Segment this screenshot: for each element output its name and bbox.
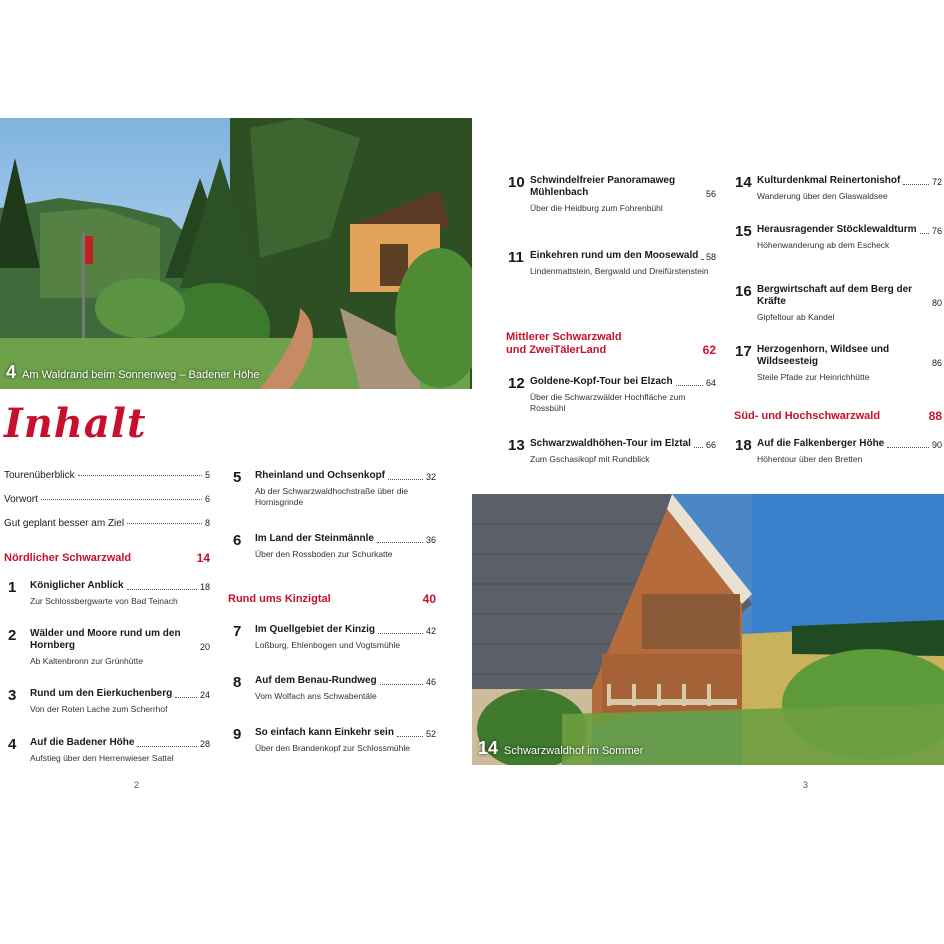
tour-subtitle: Höhenwanderung ab dem Escheck: [757, 240, 890, 250]
tour-page: 46: [425, 677, 436, 687]
page-number-left: 2: [134, 780, 140, 790]
tour-page: 32: [425, 472, 436, 482]
section-label: Süd- und Hochschwarzwald: [734, 410, 881, 422]
tour-title: Rund um den Eierkuchenberg: [30, 688, 173, 699]
tour-title: Schwindelfreier Panoramaweg Mühlenbach: [530, 175, 676, 198]
photo-caption: [6, 362, 259, 383]
photo-number: 14: [478, 738, 499, 758]
tour-title: Königlicher Anblick: [30, 580, 124, 591]
tour-number: 11: [508, 249, 524, 266]
leader-dots: [397, 736, 423, 737]
tour-title: Wälder und Moore rund um den Hornberg: [30, 628, 181, 651]
tour-page: 20: [199, 642, 210, 652]
tour-entry[interactable]: [8, 688, 210, 715]
tour-entry[interactable]: [508, 250, 716, 277]
tour-page: 36: [425, 535, 436, 545]
leader-dots: [676, 385, 703, 386]
leader-dots: [903, 184, 929, 185]
tour-number: 7: [233, 623, 242, 640]
section-label-line2: und ZweiTälerLand: [506, 344, 607, 356]
leader-dots: [920, 233, 929, 234]
tour-subtitle: Über den Rossboden zur Schurkatte: [255, 549, 393, 559]
tour-number: 6: [233, 532, 242, 549]
tour-number: 17: [735, 343, 752, 360]
tour-title: Kulturdenkmal Reinertonishof: [757, 175, 901, 186]
tour-number: 10: [508, 174, 525, 191]
tour-title: Im Quellgebiet der Kinzig: [255, 624, 376, 635]
tour-entry[interactable]: [233, 727, 436, 754]
tour-subtitle: Zum Gschasikopf mit Rundblick: [530, 454, 650, 464]
tour-title: Auf dem Benau-Rundweg: [255, 675, 377, 686]
tour-subtitle: Vom Wolfach ans Schwabentäle: [255, 691, 377, 701]
toc-entry[interactable]: [4, 518, 210, 529]
leader-dots: [694, 447, 703, 448]
photo-caption-text: Am Waldrand beim Sonnenweg – Badener Höhe: [22, 369, 260, 381]
tour-page: 76: [931, 226, 942, 236]
tour-title: Auf die Falkenberger Höhe: [757, 438, 885, 449]
page-number-right: 3: [803, 780, 809, 790]
toc-entry-page: 6: [204, 494, 210, 504]
tour-subtitle: Wanderung über den Glaswaldsee: [757, 191, 888, 201]
tour-number: 15: [735, 223, 752, 240]
tour-number: 5: [233, 469, 242, 486]
leader-dots: [701, 259, 703, 260]
tour-page: 64: [705, 378, 716, 388]
tour-title: Rheinland und Ochsenkopf: [255, 470, 386, 481]
tour-number: 16: [735, 283, 752, 300]
tour-page: 52: [425, 729, 436, 739]
tour-entry[interactable]: [508, 438, 716, 465]
tour-entry[interactable]: [8, 628, 210, 667]
section-page: 88: [928, 409, 942, 423]
photo-number: 4: [6, 362, 17, 382]
tour-subtitle: Höhentour über den Bretten: [757, 454, 863, 464]
leader-dots: [388, 479, 423, 480]
section-heading[interactable]: [4, 552, 210, 565]
farmhouse-image: [472, 494, 944, 765]
tour-subtitle: Gipfeltour ab Kandel: [757, 312, 835, 322]
toc-entry[interactable]: [4, 494, 210, 505]
tour-title: Schwarzwaldhöhen-Tour im Elztal: [530, 438, 691, 449]
tour-number: 4: [8, 736, 17, 753]
tour-entry[interactable]: [8, 580, 210, 607]
tour-page: 72: [931, 177, 942, 187]
tour-entry[interactable]: [735, 284, 942, 323]
tour-entry[interactable]: [233, 533, 436, 560]
tour-page: 24: [199, 690, 210, 700]
section-heading[interactable]: [228, 593, 436, 606]
tour-number: 18: [735, 437, 752, 454]
leader-dots: [127, 589, 197, 590]
tour-subtitle: Ab Kaltenbronn zur Grünhütte: [30, 656, 143, 666]
tour-subtitle: Über die Heidburg zum Fohrenbühl: [530, 203, 663, 213]
tour-page: 56: [705, 189, 716, 199]
tour-number: 3: [8, 687, 17, 704]
photo-caption-text: Schwarzwaldhof im Sommer: [504, 745, 644, 757]
tour-entry[interactable]: [735, 438, 942, 465]
tour-title: Bergwirtschaft auf dem Berg der Kräfte: [757, 284, 913, 307]
tour-subtitle: Steile Pfade zur Heinrichhütte: [757, 372, 870, 382]
tour-number: 12: [508, 375, 525, 392]
leader-dots: [377, 542, 423, 543]
tour-number: 14: [735, 174, 752, 191]
tour-subtitle: Über die Schwarzwälder Hochfläche zum Rossbühl: [530, 392, 686, 413]
tour-entry[interactable]: [233, 624, 436, 651]
tour-title: Herausragender Stöcklewaldturm: [757, 224, 917, 235]
forest-hut-image: [0, 118, 472, 389]
toc-entry-label: Tourenüberblick: [4, 470, 75, 481]
tour-page: 58: [705, 252, 716, 262]
tour-subtitle: Lindenmattstein, Bergwald und Dreifürstenstein: [530, 266, 709, 276]
section-heading[interactable]: [506, 331, 716, 357]
tour-page: 66: [705, 440, 716, 450]
tour-entry[interactable]: [508, 376, 716, 414]
tour-title: Auf die Badener Höhe: [30, 737, 135, 748]
tour-number: 2: [8, 627, 17, 644]
tour-title: Herzogenhorn, Wildsee und Wildseesteig: [757, 344, 890, 367]
leader-dots: [378, 633, 423, 634]
leader-dots: [41, 499, 202, 500]
tour-page: 28: [199, 739, 210, 749]
toc-entry-page: 5: [204, 470, 210, 480]
section-label: Rund ums Kinzigtal: [228, 593, 331, 605]
leader-dots: [127, 523, 202, 524]
section-page: 40: [422, 592, 436, 606]
tour-number: 13: [508, 437, 525, 454]
tour-number: 9: [233, 726, 242, 743]
photo-farmhouse: [472, 494, 944, 765]
tour-page: 86: [931, 358, 942, 368]
tour-subtitle: Loßburg, Ehlenbogen und Vogtsmühle: [255, 640, 401, 650]
toc-entry[interactable]: [4, 470, 210, 481]
leader-dots: [175, 697, 197, 698]
tour-title: Goldene-Kopf-Tour bei Elzach: [530, 376, 673, 387]
tour-title: Im Land der Steinmännle: [255, 533, 374, 544]
tour-page: 42: [425, 626, 436, 636]
page-title: Inhalt: [4, 400, 147, 447]
tour-page: 18: [199, 582, 210, 592]
tour-entry[interactable]: [735, 224, 942, 251]
leader-dots: [380, 684, 423, 685]
tour-entry[interactable]: [233, 470, 436, 508]
section-page: 14: [196, 551, 210, 565]
tour-subtitle: Ab der Schwarzwaldhochstraße über die Hornisgrinde: [255, 486, 409, 507]
photo-forest-hut: [0, 118, 472, 389]
tour-number: 8: [233, 674, 242, 691]
leader-dots: [887, 447, 929, 448]
tour-subtitle: Zur Schlossbergwarte von Bad Teinach: [30, 596, 178, 606]
tour-entry[interactable]: [233, 675, 436, 702]
tour-entry[interactable]: [508, 175, 716, 214]
tour-subtitle: Über den Brandenkopf zur Schlossmühle: [255, 743, 410, 753]
tour-subtitle: Aufstieg über den Herrenwieser Sattel: [30, 753, 174, 763]
tour-page: 90: [931, 440, 942, 450]
toc-entry-label: Vorwort: [4, 494, 38, 505]
section-label-line1: Mittlerer Schwarzwald: [506, 331, 622, 343]
tour-subtitle: Von der Roten Lache zum Scherrhof: [30, 704, 168, 714]
tour-entry[interactable]: [735, 175, 942, 202]
tour-title: Einkehren rund um den Moosewald: [530, 250, 699, 261]
photo-caption: [478, 738, 643, 759]
section-heading[interactable]: [734, 410, 942, 423]
tour-page: 80: [931, 298, 942, 308]
section-label: Nördlicher Schwarzwald: [4, 552, 132, 564]
leader-dots: [137, 746, 197, 747]
tour-entry[interactable]: [8, 737, 210, 764]
section-page: 62: [702, 343, 716, 357]
toc-entry-label: Gut geplant besser am Ziel: [4, 518, 125, 529]
leader-dots: [78, 475, 202, 476]
tour-number: 1: [8, 579, 17, 596]
tour-entry[interactable]: [735, 344, 942, 383]
toc-entry-page: 8: [204, 518, 210, 528]
tour-title: So einfach kann Einkehr sein: [255, 727, 394, 738]
